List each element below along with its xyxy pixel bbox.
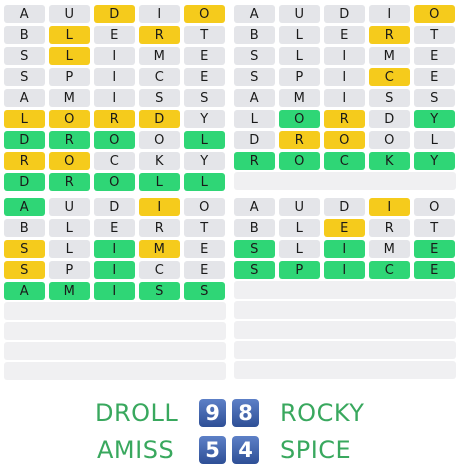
tile-absent: S [184,89,225,107]
tile-present: R [279,131,320,149]
tile-absent: D [94,198,135,216]
tile-absent: O [139,131,180,149]
tile-absent: U [49,198,90,216]
tile-present: O [324,131,365,149]
tile-present: I [139,198,180,216]
tile-absent: L [279,219,320,237]
tile-absent: C [94,152,135,170]
tile-correct: I [94,282,135,300]
tile-absent: M [279,89,320,107]
board-bottom-right [234,197,456,381]
tile-present: O [184,5,225,23]
tile-correct: S [139,282,180,300]
empty-row [234,361,456,379]
tile-absent: D [324,198,365,216]
empty-row [4,362,226,380]
tile-absent: I [324,68,365,86]
guess-row [4,25,226,45]
tile-absent: T [184,219,225,237]
tile-absent: E [184,68,225,86]
guess-row [234,151,456,171]
tile-absent: P [49,68,90,86]
tile-correct: O [279,152,320,170]
tile-absent: D [369,110,410,128]
tile-absent: L [414,131,455,149]
guess-row [234,218,456,238]
tile-correct: O [279,110,320,128]
tile-correct: C [369,261,410,279]
tile-absent: A [234,89,275,107]
tile-correct: C [324,152,365,170]
tile-absent: K [139,152,180,170]
guess-row [234,88,456,108]
tile-absent: L [234,110,275,128]
tile-absent: B [4,26,45,44]
tile-correct: O [94,131,135,149]
tile-correct: E [414,240,455,258]
tile-absent: P [49,261,90,279]
tile-correct: Y [414,110,455,128]
tile-absent: T [184,26,225,44]
board-top-right [234,4,456,192]
tile-absent: U [49,5,90,23]
guess-row [4,197,226,217]
tile-correct: R [49,173,90,191]
tile-absent: M [139,47,180,65]
tile-absent: S [4,47,45,65]
guess-row [4,67,226,87]
tile-present: D [139,110,180,128]
guess-row [234,239,456,259]
tile-absent: I [324,47,365,65]
tile-present: O [49,152,90,170]
tile-absent: O [369,131,410,149]
tile-absent: L [279,26,320,44]
tile-absent: R [369,219,410,237]
tile-absent: L [279,47,320,65]
guess-row [4,151,226,171]
tile-absent: A [234,198,275,216]
tile-absent: S [4,68,45,86]
tile-absent: I [94,68,135,86]
tile-absent: B [234,219,275,237]
tile-absent: L [49,240,90,258]
tile-absent: A [234,5,275,23]
tile-absent: M [369,47,410,65]
guess-row [234,109,456,129]
empty-row [234,321,456,339]
tile-correct: R [49,131,90,149]
tile-absent: O [184,198,225,216]
tile-absent: E [184,261,225,279]
empty-row [234,281,456,299]
tile-absent: I [94,89,135,107]
guess-row [234,197,456,217]
tile-correct: S [234,261,275,279]
tile-absent: D [324,5,365,23]
tile-absent: T [414,219,455,237]
guess-row [234,25,456,45]
tile-present: I [369,198,410,216]
empty-row [234,341,456,359]
tile-present: S [4,240,45,258]
tile-absent: Y [184,110,225,128]
tile-correct: P [279,261,320,279]
tile-present: L [49,47,90,65]
tile-absent: A [4,89,45,107]
tile-absent: M [49,89,90,107]
tile-absent: E [184,47,225,65]
answer-word-2: ROCKY [280,399,365,427]
guess-row [4,130,226,150]
guess-row [234,67,456,87]
tile-present: S [4,261,45,279]
tile-absent: S [139,89,180,107]
board-bottom-left [4,197,226,382]
tile-present: L [4,110,45,128]
tile-absent: I [94,47,135,65]
guess-row [4,109,226,129]
tile-correct: I [324,240,365,258]
answer-word-4: SPICE [280,436,352,464]
guess-row [234,46,456,66]
tile-absent: I [324,89,365,107]
results-summary [0,395,458,473]
tile-absent: E [414,47,455,65]
tile-absent: E [414,68,455,86]
tile-absent: L [49,219,90,237]
tile-absent: M [369,240,410,258]
guess-row [234,130,456,150]
guess-row [4,88,226,108]
score-badge-1: 9 [199,399,226,427]
score-badge-3: 5 [199,436,226,464]
tile-correct: O [94,173,135,191]
tile-correct: D [4,131,45,149]
tile-absent: S [234,47,275,65]
tile-present: M [139,240,180,258]
tile-correct: R [234,152,275,170]
empty-row [4,322,226,340]
tile-present: O [49,110,90,128]
tile-correct: E [414,261,455,279]
tile-absent: U [279,198,320,216]
tile-absent: E [94,219,135,237]
tile-absent: O [414,198,455,216]
tile-correct: S [234,240,275,258]
empty-row [234,301,456,319]
tile-present: R [324,110,365,128]
tile-absent: D [234,131,275,149]
empty-row [234,172,456,190]
tile-present: R [94,110,135,128]
board-top-left [4,4,226,193]
empty-row [4,342,226,360]
tile-present: E [324,219,365,237]
empty-row [4,302,226,320]
tile-absent: L [279,240,320,258]
tile-absent: E [324,26,365,44]
tile-correct: I [94,261,135,279]
tile-present: R [369,26,410,44]
tile-absent: Y [184,152,225,170]
tile-absent: B [4,219,45,237]
tile-absent: S [414,89,455,107]
tile-correct: I [94,240,135,258]
tile-correct: A [4,282,45,300]
tile-absent: E [184,240,225,258]
tile-absent: R [139,219,180,237]
guess-row [4,281,226,301]
tile-present: D [94,5,135,23]
tile-absent: T [414,26,455,44]
guess-row [4,46,226,66]
tile-absent: P [279,68,320,86]
tile-correct: A [4,198,45,216]
answer-word-3: AMISS [97,436,175,464]
score-badge-4: 4 [232,436,259,464]
guess-row [4,172,226,192]
tile-absent: U [279,5,320,23]
tile-absent: I [369,5,410,23]
tile-absent: B [234,26,275,44]
tile-correct: L [184,173,225,191]
guess-row [234,260,456,280]
tile-absent: C [139,68,180,86]
tile-absent: S [369,89,410,107]
tile-absent: E [94,26,135,44]
tile-absent: S [234,68,275,86]
tile-correct: S [184,282,225,300]
tile-absent: I [139,5,180,23]
guess-row [234,4,456,24]
answer-word-1: DROLL [95,399,179,427]
guess-row [4,260,226,280]
guess-row [4,239,226,259]
tile-correct: Y [414,152,455,170]
score-badge-2: 8 [232,399,259,427]
tile-absent: A [4,5,45,23]
tile-correct: L [184,131,225,149]
tile-absent: C [139,261,180,279]
tile-correct: L [139,173,180,191]
tile-correct: I [324,261,365,279]
tile-correct: M [49,282,90,300]
tile-correct: K [369,152,410,170]
tile-present: O [414,5,455,23]
tile-present: L [49,26,90,44]
guess-row [4,4,226,24]
guess-row [4,218,226,238]
tile-present: R [4,152,45,170]
tile-present: C [369,68,410,86]
tile-present: R [139,26,180,44]
tile-correct: D [4,173,45,191]
